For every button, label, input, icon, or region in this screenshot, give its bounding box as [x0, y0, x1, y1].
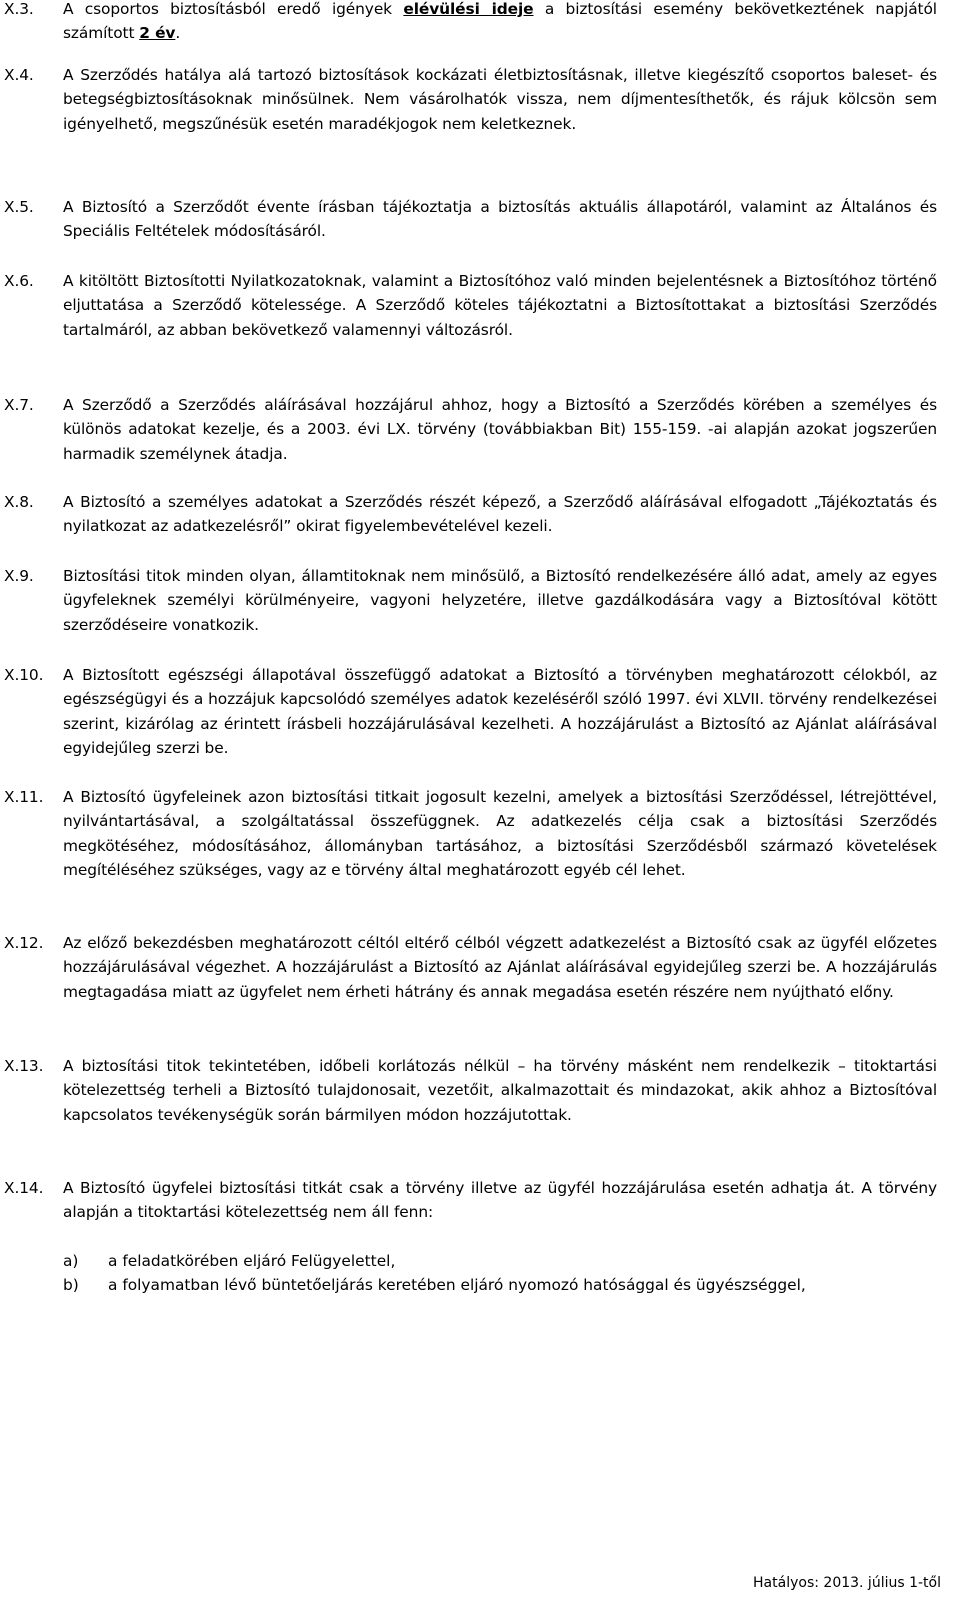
list-item-text: a folyamatban lévő büntetőeljárás keretében eljáró nyomozó hatósággal és ügyészséggel, — [108, 1276, 806, 1295]
clause-number: X.6. — [4, 272, 34, 290]
clause-text: Biztosítási titok minden olyan, államtitoknak nem minősülő, a Biztosító rendelkezésére álló adat, amely az egyes ügyfeleknek személyi körülményeire, vagyoni helyzetére, illetve gazdálkodására vagy a Biztosítóval kötött szerződéseire vonatkozik. — [63, 567, 937, 634]
clause-x12 — [0, 931, 960, 1004]
clause-x9 — [0, 564, 960, 637]
list-item — [0, 1273, 960, 1297]
effective-date-footer: Hatályos: 2013. július 1-től — [753, 1575, 941, 1591]
list-item-label: a) — [63, 1252, 79, 1270]
clause-text: A Biztosító a személyes adatokat a Szerződés részét képező, a Szerződő aláírásával elfogadott „Tájékoztatás és nyilatkozat az adatkezelésről” okirat figyelembevételével kezeli. — [63, 493, 937, 536]
clause-x5 — [0, 195, 960, 244]
clause-x11 — [0, 785, 960, 883]
clause-text: A kitöltött Biztosítotti Nyilatkozatoknak, valamint a Biztosítóhoz való minden bejelentésnek a Biztosítóhoz történő eljuttatása a Szerződő kötelessége. A Szerződő köteles tájékoztatni a Biztosítottakat a biztosítási Szerződés tartalmáról, az abban bekövetkező valamennyi változásról. — [63, 272, 937, 339]
clause-x10 — [0, 663, 960, 761]
clause-number: X.9. — [4, 567, 34, 585]
clause-x6 — [0, 269, 960, 342]
underlined-term: 2 év — [139, 24, 176, 43]
clause-text: A Szerződés hatálya alá tartozó biztosítások kockázati életbiztosításnak, illetve kiegészítő csoportos baleset- és betegségbiztosításoknak minősülnek. Nem vásárolhatók vissza, nem díjmentesíthetők, és rájuk kölcsön sem igényelhető, megszűnésük esetén maradékjogok nem keletkeznek. — [63, 66, 937, 133]
exception-list — [0, 1249, 960, 1298]
list-item-text: a feladatkörében eljáró Felügyelettel, — [108, 1252, 396, 1270]
clause-text: A Biztosító ügyfeleinek azon biztosítási titkait jogosult kezelni, amelyek a biztosítási Szerződéssel, létrejöttével, nyilvántartásával, a szolgáltatással összefüggnek. Az adatkezelés célja csak a biztosítási Szerződés megkötéséhez, módosításához, állományban tartásához, a biztosítási Szerződésből származó követelések megítéléséhez szükséges, vagy az e törvény által meghatározott egyéb cél lehet. — [63, 788, 937, 880]
clause-number: X.10. — [4, 666, 44, 684]
clause-number: X.13. — [4, 1057, 44, 1075]
clause-x4 — [0, 63, 960, 136]
clause-text: Az előző bekezdésben meghatározott céltól eltérő célból végzett adatkezelést a Biztosító csak az ügyfél előzetes hozzájárulásával végezhet. A hozzájárulást a Biztosító az Ajánlat aláírásával egyidejűleg szerzi be. A hozzájárulás megtagadása miatt az ügyfelet nem érheti hátrány és annak megadása esetén részére nem nyújtható előny. — [63, 934, 937, 1001]
clause-number: X.12. — [4, 934, 44, 952]
clause-number: X.11. — [4, 788, 44, 806]
clause-number: X.8. — [4, 493, 34, 511]
clause-x8 — [0, 490, 960, 539]
clause-number: X.14. — [4, 1179, 44, 1197]
clause-text: A Biztosított egészségi állapotával összefüggő adatokat a Biztosító a törvényben meghatározott célokból, az egészségügyi és a hozzájuk kapcsolódó személyes adatok kezeléséről szóló 1997. évi XLVII. törvény rendelkezései szerint, kizárólag az érintett írásbeli hozzájárulásával kezelheti. A hozzájárulást a Biztosító az Ajánlat aláírásával egyidejűleg szerzi be. — [63, 666, 937, 758]
clause-text: A Szerződő a Szerződés aláírásával hozzájárul ahhoz, hogy a Biztosító a Szerződés körében a személyes és különös adatokat kezelje, és a 2003. évi LX. törvény (továbbiakban Bit) 155-159. -ai alapján azokat jogszerűen harmadik személynek átadja. — [63, 396, 937, 463]
clause-text: A csoportos biztosításból eredő igények elévülési ideje a biztosítási esemény bekövetkeztének napjától számított 2 év. — [63, 0, 937, 43]
list-item-label: b) — [63, 1276, 79, 1295]
clause-text: A Biztosító ügyfelei biztosítási titkát csak a törvény illetve az ügyfél hozzájárulása esetén adhatja át. A törvény alapján a titoktartási kötelezettség nem áll fenn: — [63, 1179, 937, 1222]
clause-text: A Biztosító a Szerződőt évente írásban tájékoztatja a biztosítás aktuális állapotáról, valamint az Általános és Speciális Feltételek módosításáról. — [63, 198, 937, 241]
clause-number: X.7. — [4, 396, 34, 414]
clause-number: X.3. — [4, 0, 34, 18]
underlined-term: elévülési ideje — [403, 0, 534, 18]
clause-x3 — [0, 0, 960, 46]
clause-x13 — [0, 1054, 960, 1127]
clause-x14 — [0, 1176, 960, 1225]
clause-x7 — [0, 393, 960, 466]
clause-number: X.5. — [4, 198, 34, 216]
list-item — [0, 1249, 960, 1273]
clause-text: A biztosítási titok tekintetében, időbeli korlátozás nélkül – ha törvény másként nem rendelkezik – titoktartási kötelezettség terheli a Biztosító tulajdonosait, vezetőit, alkalmazottait és mindazokat, akik ahhoz a Biztosítóval kapcsolatos tevékenységük során bármilyen módon hozzájutottak. — [63, 1057, 937, 1124]
clause-number: X.4. — [4, 66, 34, 84]
